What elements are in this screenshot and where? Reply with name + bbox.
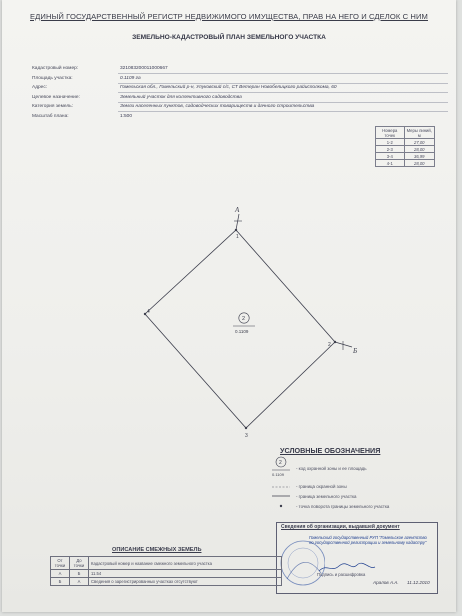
signatory-name: Аралов А.А. xyxy=(373,580,399,585)
cell-description: Сведения о зарегистрированных участках отсутствуют xyxy=(89,578,282,586)
cell-length: 28,00 xyxy=(404,146,434,153)
field-label: Целевое назначение: xyxy=(32,94,80,100)
cell-description: 11.54 xyxy=(89,570,282,578)
neighbor-label: А xyxy=(235,206,240,214)
adjacent-lands-table xyxy=(50,556,282,586)
field-label: Масштаб плана: xyxy=(32,113,69,119)
field-value: 1:500 xyxy=(120,113,133,119)
legend-item: - точка поворота границы земельного участка xyxy=(296,504,390,509)
legend-item: - код охранной зоны и ее площадь xyxy=(296,466,367,471)
table-row xyxy=(51,578,282,586)
neighbor-boundary-line xyxy=(236,214,239,230)
legend-point xyxy=(280,505,282,507)
vertex-label: 3 xyxy=(245,433,248,439)
column-header-lengths: Меры линий, м xyxy=(404,127,434,139)
legend-title: УСЛОВНЫЕ ОБОЗНАЧЕНИЯ xyxy=(280,446,381,455)
field-label: Кадастровый номер: xyxy=(32,66,79,71)
issuer-stamp-block xyxy=(276,522,438,594)
column-header-points: Номера точек xyxy=(376,127,405,139)
field-label: Площадь участка: xyxy=(32,75,73,81)
stamp-heading: Сведения об организации, выдавшей документ xyxy=(281,524,400,530)
neighbor-label: Б xyxy=(353,347,358,355)
cell-length: 27,00 xyxy=(404,139,434,146)
legend-item: - граница охранной зоны xyxy=(296,484,347,489)
cell-length: 36,99 xyxy=(404,153,434,160)
legend-item: - граница земельного участка xyxy=(296,494,357,499)
column-header-description: Кадастровый номер и название смежного земельного участка xyxy=(89,557,282,570)
field-label: Адрес: xyxy=(32,85,48,90)
column-header-from: От точки xyxy=(51,557,70,570)
adjacent-lands-title: ОПИСАНИЕ СМЕЖНЫХ ЗЕМЕЛЬ xyxy=(112,547,202,553)
vertex-point xyxy=(245,427,247,429)
vertex-label: 4 xyxy=(147,309,150,315)
table-row xyxy=(51,570,282,578)
parcel-number: 2 xyxy=(242,316,246,322)
legend-symbol-number: 2 xyxy=(279,460,282,467)
field-value: 321083200011000667 xyxy=(120,66,168,71)
field-value: Земли населенных пунктов, садоводческих товариществ и дачного строительства xyxy=(120,104,315,109)
cell-to: А xyxy=(70,578,89,586)
cell-points: 3-4 xyxy=(376,153,405,160)
neighbor-boundary-line xyxy=(335,342,352,347)
field-value: 0.1109 га xyxy=(120,75,141,81)
registry-title: ЕДИНЫЙ ГОСУДАРСТВЕННЫЙ РЕГИСТР НЕДВИЖИМОГО ИМУЩЕСТВА, ПРАВ НА НЕГО И СДЕЛОК С НИМ xyxy=(30,12,428,21)
cell-from: Б xyxy=(51,578,70,586)
document-page xyxy=(2,0,456,612)
vertex-point xyxy=(144,313,146,315)
parcel-area: 0.1109 xyxy=(235,329,249,334)
table-header-row xyxy=(51,557,282,570)
cell-points: 4-1 xyxy=(376,160,405,167)
cell-to: Б xyxy=(70,570,89,578)
signature-label: Подпись и расшифровка xyxy=(317,572,366,577)
cell-length: 28,00 xyxy=(404,160,434,167)
legend-symbols xyxy=(270,456,294,518)
vertex-point xyxy=(235,229,237,231)
cell-from: А xyxy=(51,570,70,578)
field-value: Гомельская обл., Гомельский р-н, Улуковский с/с, СТ Ветеран Новобелицкого райисполкома, 60 xyxy=(120,85,337,90)
cell-points: 1-2 xyxy=(376,139,405,146)
field-value: Земельный участок для коллективного садоводства xyxy=(120,94,242,100)
field-label: Категория земель: xyxy=(32,104,74,109)
issue-date: 11.12.2010 xyxy=(407,580,430,585)
vertex-label: 2 xyxy=(328,342,331,348)
cell-points: 2-3 xyxy=(376,146,405,153)
legend-symbol-area: 0.1109 xyxy=(272,472,284,477)
page-title: ЗЕМЕЛЬНО-КАДАСТРОВЫЙ ПЛАН ЗЕМЕЛЬНОГО УЧАСТКА xyxy=(132,34,326,41)
issuing-organization: Гомельский государственный РУП "Гомельское агентство по государственной регистрации и земельному кадастру" xyxy=(309,535,427,545)
column-header-to: До точки xyxy=(70,557,89,570)
parcel-plan-drawing xyxy=(2,0,456,612)
vertex-label: 1 xyxy=(236,234,239,240)
vertex-point xyxy=(334,341,336,343)
